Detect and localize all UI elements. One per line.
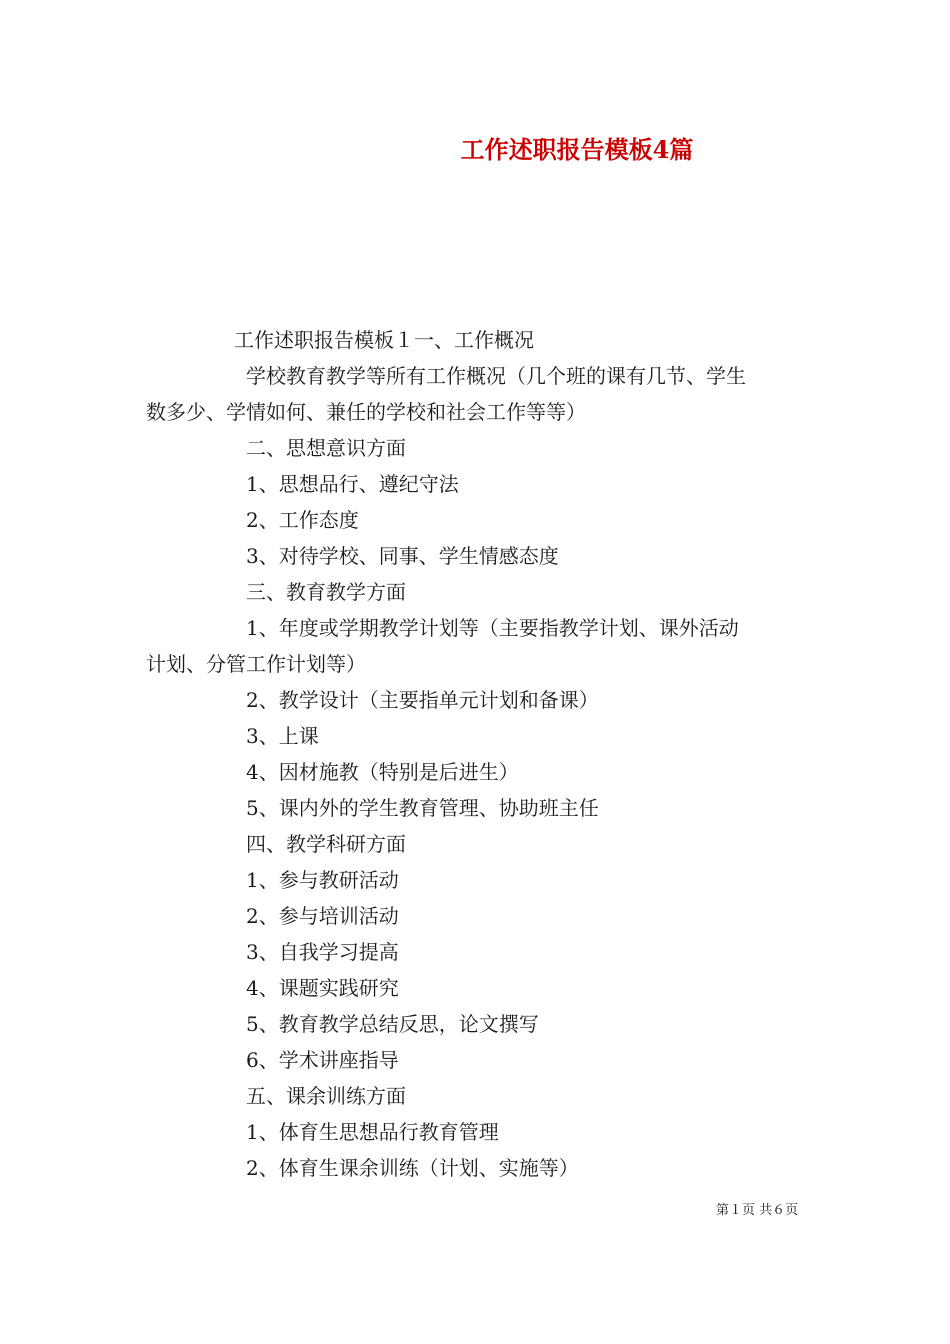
paragraph-line: 2、体育生课余训练（计划、实施等）: [246, 1156, 579, 1180]
paragraph-line: 1、参与教研活动: [246, 868, 399, 892]
paragraph-line: 学校教育教学等所有工作概况（几个班的课有几节、学生: [246, 364, 746, 388]
document-title: 工作述职报告模板4篇: [460, 135, 694, 164]
paragraph-line: 三、教育教学方面: [246, 580, 406, 604]
paragraph-line: 4、课题实践研究: [246, 976, 399, 1000]
paragraph-line: 数多少、学情如何、兼任的学校和社会工作等等）: [146, 400, 586, 424]
paragraph-line: 5、教育教学总结反思，论文撰写: [246, 1012, 539, 1036]
paragraph-line: 1、体育生思想品行教育管理: [246, 1120, 499, 1144]
paragraph-line: 3、上课: [246, 724, 319, 748]
paragraph-line: 2、工作态度: [246, 508, 359, 532]
paragraph-line: 1、年度或学期教学计划等（主要指教学计划、课外活动: [246, 616, 739, 640]
paragraph-line: 5、课内外的学生教育管理、协助班主任: [246, 796, 599, 820]
paragraph-line: 计划、分管工作计划等）: [146, 652, 366, 676]
paragraph-line: 五、课余训练方面: [246, 1084, 406, 1108]
paragraph-line: 2、教学设计（主要指单元计划和备课）: [246, 688, 599, 712]
paragraph-line: 1、思想品行、遵纪守法: [246, 472, 459, 496]
document-body: [146, 322, 810, 1186]
paragraph-line: 4、因材施教（特别是后进生）: [246, 760, 519, 784]
paragraph-line: 6、学术讲座指导: [246, 1048, 399, 1072]
page-footer: 第１页 共６页: [716, 1203, 799, 1218]
paragraph-line: 二、思想意识方面: [246, 436, 406, 460]
paragraph-line: 3、对待学校、同事、学生情感态度: [246, 544, 559, 568]
paragraph-line: 四、教学科研方面: [246, 832, 406, 856]
paragraph-line: 2、参与培训活动: [246, 904, 399, 928]
paragraph-line: 工作述职报告模板１一、工作概况: [234, 328, 534, 352]
paragraph-line: 3、自我学习提高: [246, 940, 399, 964]
